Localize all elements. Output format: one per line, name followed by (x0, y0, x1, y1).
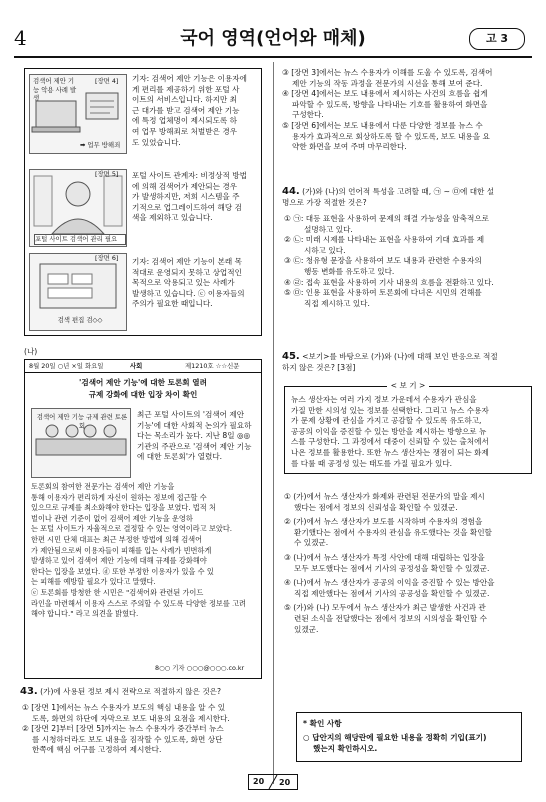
scene-6-line: 발생하고 있습니다. ⓒ 이용자들의 (132, 288, 245, 298)
column-divider (273, 62, 274, 784)
scene-5-line: 포털 사이트 관계자: 비정상적 방법 (132, 171, 247, 180)
scenes-box (24, 68, 262, 336)
news-lead-line: 다는 목소리가 높다. 지난 8일 ◎◎ (137, 431, 251, 441)
news-lead-line: 기능'에 대한 사회적 논의가 필요하 (137, 420, 252, 430)
q45-option-2[interactable] (284, 517, 534, 549)
scene-5-line: 기적으로 업그레이드하여 해당 검 (132, 202, 242, 212)
scene-6-line: 주의가 필요한 때입니다. (132, 299, 213, 309)
question-43-stem: (가)에 사용된 정보 제시 전략으로 적절하지 않은 것은? (40, 687, 222, 696)
bogi-text (291, 395, 529, 469)
q43-option-4[interactable] (282, 89, 534, 121)
bogi-line: 가 문제 상황에 관심을 가지고 공감할 수 있도록 유도하고, (291, 416, 482, 426)
scene-6-image (29, 253, 127, 331)
news-photo (31, 408, 131, 478)
check-notice-line-2: 했는지 확인하시오. (313, 744, 378, 753)
option-line: ③ [장면 3]에서는 뉴스 수용자가 이해를 도울 수 있도록, 검색어 (282, 68, 493, 77)
bogi-line: 를 다룰 때 공정성 있는 태도를 가질 필요가 있다. (291, 458, 453, 468)
option-line: 련된 소식을 전달했다는 점에서 정보의 시의성을 확인할 수 (294, 613, 487, 623)
scene-6-text (132, 257, 258, 310)
q43-option-3[interactable] (282, 68, 534, 89)
option-line: ④ ㉣: 접속 표현을 사용하여 기사 내용의 흐름을 전환하고 있다. (284, 277, 494, 287)
bogi-line: 스를 구성한다. 그 과정에서 대중이 신뢰할 수 있는 출처에서 (291, 437, 489, 447)
question-45-stem-1: <보기>를 바탕으로 (가)와 (나)에 대해 보인 반응으로 적절 (302, 352, 498, 361)
option-line: 구성한다. (292, 110, 324, 120)
news-body (31, 482, 259, 620)
option-line: ⑤ (가)와 (나) 모두에서 뉴스 생산자가 최근 발생한 사건과 관 (284, 603, 486, 613)
section-label-na: (나) (24, 347, 38, 356)
q45-option-5[interactable] (284, 603, 534, 635)
question-45-number: 45. (282, 351, 300, 362)
question-44-options (284, 214, 534, 309)
news-reporter: 8○○ 기자 ○○○@○○○.co.kr (155, 664, 245, 672)
header-rule (14, 56, 532, 58)
option-line: 한쪽에 핵심 어구를 고정하여 제시한다. (32, 745, 162, 755)
option-line: ① [장면 1]에서는 뉴스 수용자가 보도의 핵심 내용을 알 수 있 (22, 703, 226, 712)
bogi-line: 공공의 이익을 증진할 수 있는 방안을 제시하는 방향으로 뉴 (291, 426, 487, 436)
option-line: ② [장면 2]부터 [장면 5]까지는 뉴스 수용자가 중간부터 뉴스 (22, 724, 224, 734)
q44-option-5[interactable] (284, 288, 534, 309)
question-45-stem-2: 하지 않은 것은? [3점] (282, 362, 356, 372)
news-photo-caption: 검색어 제안 기능 규제 관련 토론회 (36, 413, 128, 430)
option-line: 행동 변화를 유도하고 있다. (304, 266, 395, 276)
q43-option-5[interactable] (282, 121, 534, 153)
scene-6-caption: 검색 편집 검◇◇ (57, 316, 103, 324)
scene-6-line: 목적으로 악용되고 있는 사례가 (132, 278, 235, 288)
page-title: 국어 영역(언어와 매체) (180, 28, 366, 49)
news-issue: 제1210호 ☆☆신문 (185, 362, 240, 370)
news-body-line: 한다는 입장을 보였다. ⓓ 또한 부정한 이용자가 있을 수 있 (31, 566, 214, 576)
q45-option-3[interactable] (284, 553, 534, 574)
scene-4-tag: [장면 4] (95, 77, 119, 85)
page-counter-left: 20 (253, 777, 265, 786)
bogi-line: 뉴스 생산자는 여러 가지 정보 가운데서 수용자가 관심을 (291, 395, 477, 404)
news-body-line: 발생하고 있어 검색어 제안 기능에 대해 규제를 강화해야 (31, 556, 207, 566)
check-notice-line-1: ○ 답안지의 해당란에 필요한 내용을 정확히 기입(표기) (303, 733, 487, 742)
option-line: ② ㉡: 미래 시제를 나타내는 표현을 사용하여 기대 효과를 제 (284, 235, 485, 245)
option-line: ③ (나)에서 뉴스 생산자가 특정 사안에 대해 대립하는 입장을 (284, 552, 485, 562)
scene-5-tag: [장면 5] (95, 170, 119, 178)
option-line: 수 있겠군. (294, 538, 329, 548)
option-line: 파악할 수 있도록, 방향을 나타내는 기호를 활용하여 화면을 (292, 99, 488, 109)
news-meta-bar (25, 360, 261, 373)
question-44-stem-1: (가)와 (나)의 언어적 특성을 고려할 때, ㉠ ~ ㉤에 대한 설 (302, 187, 495, 196)
option-line: 약한 화면을 보여 주며 마무리한다. (292, 142, 407, 152)
option-line: ⑤ ㉤: 인용 표현을 사용하여 토론회에 다녀온 시민의 견해를 (284, 288, 482, 298)
scene-4-text (132, 74, 258, 148)
news-body-line: 통해 이용자가 편리하게 자신이 원하는 정보에 접근할 수 (31, 492, 207, 502)
question-43 (20, 687, 268, 698)
question-43-options-continued (282, 68, 534, 153)
option-line: 설명하고 있다. (304, 224, 353, 234)
check-notice-title: * 확인 사항 (303, 719, 342, 728)
scene-4 (29, 72, 257, 166)
scene-5-text (132, 171, 258, 224)
option-line: ② (가)에서 뉴스 생산자가 보도를 시작하며 수용자의 경험을 (284, 517, 483, 527)
page-counter-right: 20 (279, 778, 291, 787)
question-45 (282, 352, 534, 373)
scene-4-line: 이트의 서비스입니다. 하지만 최 (132, 95, 238, 105)
news-lead-line: 에 대한 토론회'가 열렸다. (137, 452, 223, 462)
news-lead (137, 410, 259, 463)
scene-5-line: 에 의해 검색어가 제안되는 경우 (132, 181, 238, 191)
grade-badge: 고 3 (469, 28, 525, 50)
scene-4-line: 도 있었습니다. (132, 137, 181, 147)
option-line: 환기했다는 점에서 수용자의 관심을 유도했다는 것을 확인할 (294, 527, 492, 537)
news-body-line: 가 제안됨으로써 이용자들이 피해를 입는 사례가 빈번하게 (31, 545, 212, 555)
bogi-line: 나온 정보를 활용한다. 또한 뉴스 생산자는 쟁점이 되는 화제 (291, 447, 489, 457)
news-headline-1: '검색어 제안 기능'에 대한 토론회 열려 (79, 378, 207, 387)
news-lead-line: 최근 포털 사이트의 '검색어 제안 (137, 410, 245, 419)
news-date: 8월 20일 ○년 ×일 화요일 (29, 362, 104, 370)
question-44-number: 44. (282, 186, 300, 197)
news-section: 사회 (130, 362, 143, 370)
page-counter (248, 774, 298, 790)
option-line: ③ ㉢: 청유형 문장을 사용하여 보도 내용과 관련한 수용자의 (284, 256, 482, 266)
news-body-line: 는 피해를 예방할 필요가 있다고 말했다. (31, 577, 156, 587)
scene-4-line: 게 편리를 제공하기 위한 포털 사 (132, 84, 240, 94)
page-number: 4 (14, 26, 27, 50)
news-lead-line: 기관의 주관으로 '검색어 제안 기능 (137, 441, 252, 451)
news-body-line: 는 포털 사이트가 자율적으로 결정할 수 있는 영역이라고 보았다. (31, 524, 233, 534)
question-45-options (284, 492, 534, 635)
q44-option-1[interactable] (284, 214, 534, 235)
scene-4-caption: 검색어 제안 기능 악용 사례 발생 (33, 77, 77, 103)
q44-option-4[interactable] (284, 278, 534, 289)
q44-option-2[interactable] (284, 235, 534, 256)
scene-5-line: 색을 제외하고 있습니다. (132, 213, 213, 223)
option-line: 를 시청하더라도 보도 내용을 짐작할 수 있도록, 화면 상단 (32, 734, 223, 744)
news-body-line: 라인을 마련해서 이용자 스스로 주의할 수 있도록 다양한 정보를 고려 (31, 598, 246, 608)
question-43-number: 43. (20, 686, 38, 697)
option-line: ④ [장면 4]에서는 보도 내용에서 제시하는 사건의 흐름을 쉽게 (282, 89, 488, 99)
scene-4-line: 근 대가를 받고 검색어 제안 기능 (132, 105, 240, 115)
news-body-line: 있으므로 규제를 최소화해야 한다는 입장을 보였다. 법적 처 (31, 503, 216, 513)
news-body-line: 토론회의 참여한 전문가는 검색어 제안 기능을 (31, 482, 175, 491)
scene-4-arrow: ➡ 업무 방해죄 (80, 141, 121, 149)
q45-option-4[interactable] (284, 578, 534, 599)
scene-6-tag: [장면 6] (95, 254, 119, 262)
question-44-stem-2: 명으로 가장 적절한 것은? (282, 197, 367, 207)
news-body-line: ⓔ 토론회를 방청한 한 시민은 "검색어와 관련된 가이드 (31, 587, 204, 597)
newspaper-box (24, 359, 262, 679)
scene-4-line: 여 업무 방해죄로 처벌받은 경우 (132, 126, 238, 136)
scene-4-line: 기자: 검색어 제안 기능은 이용자에 (132, 74, 247, 83)
bogi-title-wrap (285, 381, 531, 392)
question-44 (282, 187, 534, 208)
q43-option-2[interactable] (22, 724, 268, 756)
option-line: ④ (나)에서 뉴스 생산자가 공공의 이익을 증진할 수 있는 방안을 (284, 578, 495, 588)
bogi-title: < 보 기 > (387, 381, 430, 390)
option-line: 시하고 있다. (304, 245, 346, 255)
news-body-line: 해야 합니다." 라고 의견을 밝혔다. (31, 609, 139, 619)
option-line: 했다는 점에서 정보의 신뢰성을 확인할 수 있겠군. (294, 502, 458, 512)
scene-6-line: 적대로 운영되지 못하고 상업적인 (132, 267, 242, 277)
option-line: ① ㉠: 대등 표현을 사용하여 문제의 해결 가능성을 암축적으로 (284, 214, 489, 223)
scene-6-line: 기자: 검색어 제안 기능이 본래 목 (132, 257, 242, 266)
scene-5-caption: 포털 사이트 검색어 관리 필요 (34, 234, 126, 245)
option-line: ① (가)에서 뉴스 생산자가 화제와 관련된 전문가의 말을 제시 (284, 492, 485, 501)
scene-5-line: 가 발생하지만, 저희 시스템을 주 (132, 192, 240, 202)
bogi-line: 가질 만한 시의성 있는 정보를 선택한다. 그리고 뉴스 수용자 (291, 405, 489, 415)
news-body-line: 한편 시민 단체 대표는 최근 부정한 방법에 의해 검색어 (31, 534, 203, 544)
option-line: 모두 보도했다는 점에서 기사의 공정성을 확인할 수 있겠군. (294, 563, 490, 573)
option-line: 직접 제안했다는 점에서 기사의 공공성을 확인할 수 있겠군. (294, 588, 490, 598)
check-notice-box (296, 712, 522, 762)
scene-5 (29, 167, 257, 249)
q44-option-3[interactable] (284, 256, 534, 277)
option-line: ⑤ [장면 6]에서는 보도 내용에서 다룬 다양한 정보를 뉴스 수 (282, 120, 483, 130)
scene-5-image (29, 169, 127, 247)
question-43-options (22, 703, 268, 756)
q45-option-1[interactable] (284, 492, 534, 513)
news-body-line: 벌이나 관련 기준이 없어 검색어 제안 기능을 운영하 (31, 513, 193, 523)
bogi-box (284, 381, 532, 474)
scene-4-line: 에 특정 업체명이 제시되도록 하 (132, 116, 238, 126)
scene-4-image (29, 74, 127, 154)
q43-option-1[interactable] (22, 703, 268, 724)
option-line: 도록, 화면의 하단에 자막으로 보도 내용의 요점을 제시한다. (32, 713, 230, 723)
scene-6 (29, 251, 257, 333)
option-line: 제안 기능의 작동 과정을 전문가의 시선을 통해 보여 준다. (292, 78, 483, 88)
option-line: 있겠군. (294, 624, 319, 634)
news-headline-2: 규제 강화에 대한 입장 차이 확인 (88, 390, 198, 399)
option-line: 직접 제시하고 있다. (304, 298, 370, 308)
option-line: 용자가 효과적으로 회상하도록 할 수 있도록, 보도 내용을 요 (292, 131, 490, 141)
